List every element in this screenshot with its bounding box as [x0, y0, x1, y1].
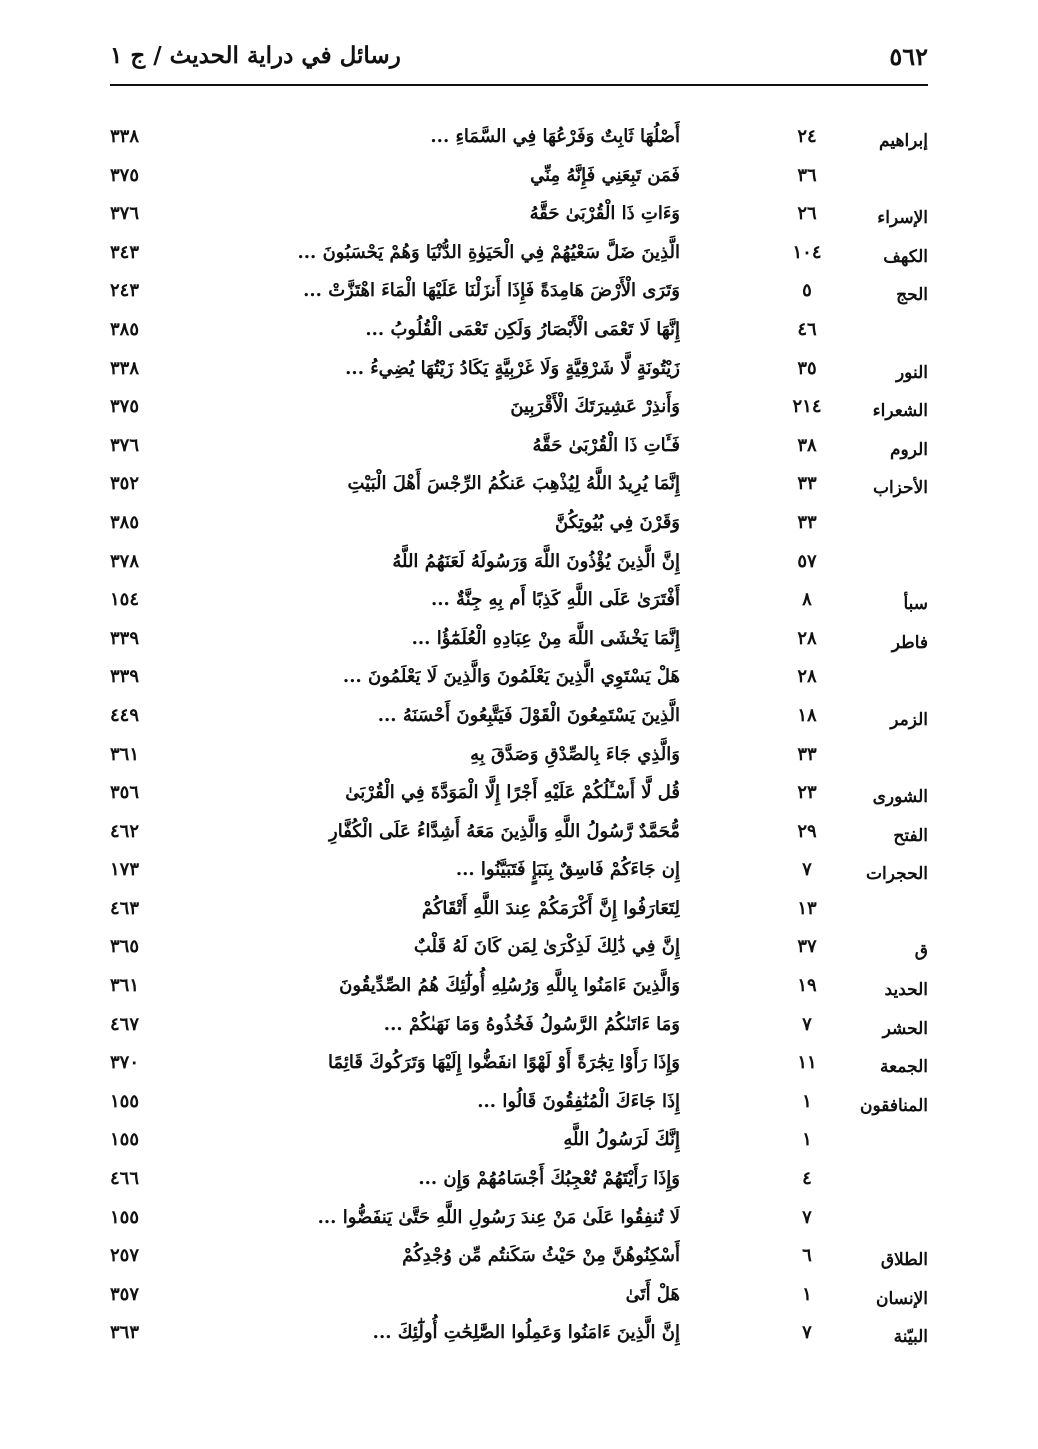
ayah-number: ١: [802, 1129, 812, 1151]
index-row: [110, 504, 928, 543]
surah-name: الروم: [889, 439, 928, 460]
verse-text: أَصْلُهَا ثَابِتٌ وَفَرْعُهَا فِي السَّمَاءِ ...: [430, 126, 680, 147]
page-reference: ٣٤٣: [110, 241, 140, 263]
page-reference: ٣٦١: [110, 743, 140, 765]
verse-text: هَلْ أَتَىٰ: [625, 1283, 680, 1305]
ayah-number: ٣٧: [797, 936, 817, 958]
verse-text: مُّحَمَّدٌ رَّسُولُ اللَّهِ وَالَّذِينَ مَعَهُ أَشِدَّاءُ عَلَى الْكُفَّارِ: [329, 820, 680, 842]
ayah-number: ٤٦: [797, 318, 817, 340]
surah-name: الحديد: [884, 980, 928, 1001]
index-row: [110, 465, 928, 504]
verse-text: وَءَاتِ ذَا الْقُرْبَىٰ حَقَّهُ: [529, 203, 680, 225]
page-reference: ٤٤٩: [110, 704, 140, 726]
verse-text: وَالَّذِي جَاءَ بِالصِّدْقِ وَصَدَّقَ بِهِ: [470, 743, 680, 765]
index-row: [110, 1006, 928, 1045]
surah-name: [828, 1164, 928, 1203]
verse-index-table: [110, 118, 928, 1353]
ayah-number: ٧: [802, 1206, 812, 1228]
page-reference: ٤٦٣: [110, 897, 140, 919]
surah-name: الطلاق: [880, 1250, 928, 1271]
surah-name: الحشر: [882, 1018, 928, 1039]
index-row: [110, 890, 928, 929]
verse-text: الَّذِينَ ضَلَّ سَعْيُهُمْ فِي الْحَيَوٰةِ الدُّنْيَا وَهُمْ يَحْسَبُونَ ...: [297, 241, 680, 263]
verse-text: لِتَعَارَفُوا إِنَّ أَكْرَمَكُمْ عِندَ اللَّهِ أَتْقَاكُمْ: [421, 897, 680, 919]
page-reference: ١٥٥: [110, 1206, 140, 1228]
verse-text: زَيْتُونَةٍ لَّا شَرْقِيَّةٍ وَلَا غَرْبِيَّةٍ يَكَادُ زَيْتُهَا يُضِيءُ ...: [345, 357, 680, 379]
page-reference: ٣٧٥: [110, 396, 140, 418]
surah-name: [828, 161, 928, 200]
index-row: [110, 1237, 928, 1276]
ayah-number: ٢٨: [797, 627, 817, 649]
page-reference: ١٧٣: [110, 859, 140, 881]
page-reference: ٣٧٠: [110, 1052, 140, 1074]
surah-name: الشعراء: [872, 401, 928, 422]
ayah-number: ٣٣: [797, 511, 817, 533]
verse-text: وَمَا ءَاتَىٰكُمُ الرَّسُولُ فَخُذُوهُ وَمَا نَهَىٰكُمْ ...: [383, 1013, 680, 1035]
surah-name: [828, 1203, 928, 1242]
index-row: [110, 272, 928, 311]
verse-text: إِنَّمَا يُرِيدُ اللَّهُ لِيُذْهِبَ عَنكُمُ الرِّجْسَ أَهْلَ الْبَيْتِ: [347, 473, 680, 495]
verse-text: وَتَرَى الْأَرْضَ هَامِدَةً فَإِذَا أَنزَلْنَا عَلَيْهَا الْمَاءَ اهْتَزَّتْ ...: [303, 280, 680, 302]
page-reference: ٤٦٧: [110, 1013, 140, 1035]
ayah-number: ٧: [802, 1322, 812, 1344]
verse-text: إِنَّ الَّذِينَ يُؤْذُونَ اللَّهَ وَرَسُولَهُ لَعَنَهُمُ اللَّهُ: [392, 550, 680, 572]
page-reference: ٣٧٦: [110, 203, 140, 225]
verse-text: إِن جَاءَكُمْ فَاسِقٌ بِنَبَإٍ فَتَبَيَّنُوا ...: [455, 859, 680, 881]
surah-name: النور: [895, 362, 928, 383]
index-row: [110, 1199, 928, 1238]
page-reference: ٢٥٧: [110, 1245, 140, 1267]
ayah-number: ٣٦: [797, 164, 817, 186]
page-reference: ٤٦٢: [110, 820, 140, 842]
index-row: [110, 1083, 928, 1122]
page-reference: ٣٣٩: [110, 666, 140, 688]
verse-text: وَأَنذِرْ عَشِيرَتَكَ الْأَقْرَبِينَ: [510, 396, 680, 418]
page-reference: ٣٦٥: [110, 936, 140, 958]
index-row: [110, 118, 928, 157]
verse-text: إِذَا جَاءَكَ الْمُنَٰفِقُونَ قَالُوا ...: [477, 1090, 680, 1112]
surah-name: [828, 662, 928, 701]
index-row: [110, 658, 928, 697]
surah-name: سبأ: [903, 594, 928, 615]
verse-text: قُل لَّا أَسْـَٔلُكُمْ عَلَيْهِ أَجْرًا إِلَّا الْمَوَدَّةَ فِي الْقُرْبَىٰ: [345, 782, 680, 804]
index-row: [110, 1044, 928, 1083]
page-reference: ٣٨٥: [110, 318, 140, 340]
verse-text: فَـَٔاتِ ذَا الْقُرْبَىٰ حَقَّهُ: [532, 434, 680, 456]
surah-name: [828, 894, 928, 933]
index-row: [110, 967, 928, 1006]
index-row: [110, 195, 928, 234]
ayah-number: ٧: [802, 859, 812, 881]
page-reference: ٣٧٦: [110, 434, 140, 456]
ayah-number: ٤: [802, 1168, 812, 1190]
page-reference: ٣٥٢: [110, 473, 140, 495]
index-row: [110, 543, 928, 582]
ayah-number: ٥: [802, 280, 812, 302]
header-divider: [110, 84, 928, 86]
ayah-number: ٥٧: [797, 550, 817, 572]
index-row: [110, 581, 928, 620]
index-row: [110, 697, 928, 736]
surah-name: [828, 740, 928, 779]
index-row: [110, 813, 928, 852]
page-reference: ٣٣٨: [110, 126, 140, 147]
surah-name: [828, 547, 928, 586]
ayah-number: ٧: [802, 1013, 812, 1035]
surah-name: [828, 508, 928, 547]
surah-name: [828, 1125, 928, 1164]
surah-name: إبراهيم: [879, 131, 928, 151]
ayah-number: ٣٨: [797, 434, 817, 456]
index-row: [110, 1160, 928, 1199]
page-reference: ٣٨٥: [110, 511, 140, 533]
index-row: [110, 427, 928, 466]
verse-text: إِنَّ فِي ذَٰلِكَ لَذِكْرَىٰ لِمَن كَانَ لَهُ قَلْبٌ: [413, 936, 680, 958]
page-reference: ٣٦١: [110, 975, 140, 997]
ayah-number: ٢٤: [797, 126, 817, 147]
verse-text: أَسْكِنُوهُنَّ مِنْ حَيْثُ سَكَنتُم مِّن وُجْدِكُمْ: [402, 1245, 680, 1267]
page-reference: ٣٥٦: [110, 782, 140, 804]
surah-name: المنافقون: [859, 1095, 928, 1116]
surah-name: فاطر: [891, 632, 928, 653]
page-reference: ٣٥٧: [110, 1283, 140, 1305]
verse-text: الَّذِينَ يَسْتَمِعُونَ الْقَوْلَ فَيَتَّبِعُونَ أَحْسَنَهُ ...: [377, 704, 680, 726]
book-title: رسائل في دراية الحديث / ج ١: [110, 42, 401, 69]
ayah-number: ١٨: [797, 704, 817, 726]
index-row: [110, 1121, 928, 1160]
page-reference: ٤٦٦: [110, 1168, 140, 1190]
page-number: ٥٦٢: [889, 42, 928, 71]
surah-name: [828, 315, 928, 354]
ayah-number: ٢٩: [797, 820, 817, 842]
ayah-number: ٣٣: [797, 743, 817, 765]
surah-name: الشورى: [872, 787, 928, 808]
verse-text: أَفْتَرَىٰ عَلَى اللَّهِ كَذِبًا أَم بِهِ جِنَّةٌ ...: [430, 589, 680, 611]
ayah-number: ٢٦: [797, 203, 817, 225]
verse-text: إِنَّهَا لَا تَعْمَى الْأَبْصَارُ وَلَكِن تَعْمَى الْقُلُوبُ ...: [365, 318, 680, 340]
index-row: [110, 388, 928, 427]
verse-text: لَا تُنفِقُوا عَلَىٰ مَنْ عِندَ رَسُولِ اللَّهِ حَتَّىٰ يَنفَضُّوا ...: [317, 1206, 680, 1228]
ayah-number: ١٠٤: [792, 241, 822, 263]
page-reference: ٢٤٣: [110, 280, 140, 302]
page-reference: ٣٦٣: [110, 1322, 140, 1344]
page-reference: ٣٣٩: [110, 627, 140, 649]
verse-text: إِنَّ الَّذِينَ ءَامَنُوا وَعَمِلُوا الصَّٰلِحَٰتِ أُولَٰٓئِكَ ...: [372, 1322, 680, 1344]
surah-name: ق: [914, 941, 928, 962]
ayah-number: ٢٨: [797, 666, 817, 688]
surah-name: الإنسان: [876, 1288, 928, 1309]
index-row: [110, 311, 928, 350]
page-reference: ٣٧٨: [110, 550, 140, 572]
index-row: [110, 1276, 928, 1315]
ayah-number: ٨: [802, 589, 812, 611]
verse-text: وَقَرْنَ فِي بُيُوتِكُنَّ: [555, 511, 680, 533]
running-header: [110, 38, 928, 78]
ayah-number: ١٩: [797, 975, 817, 997]
page-reference: ٣٧٥: [110, 164, 140, 186]
index-row: [110, 774, 928, 813]
ayah-number: ١: [802, 1090, 812, 1112]
ayah-number: ٢١٤: [792, 396, 822, 418]
verse-text: هَلْ يَسْتَوِي الَّذِينَ يَعْلَمُونَ وَالَّذِينَ لَا يَعْلَمُونَ ...: [342, 666, 680, 688]
index-row: [110, 1314, 928, 1353]
index-row: [110, 736, 928, 775]
page-reference: ٣٣٨: [110, 357, 140, 379]
verse-text: وَإِذَا رَأَيْتَهُمْ تُعْجِبُكَ أَجْسَامُهُمْ وَإِن ...: [418, 1168, 680, 1190]
index-row: [110, 620, 928, 659]
ayah-number: ١٣: [797, 897, 817, 919]
ayah-number: ٦: [802, 1245, 812, 1267]
ayah-number: ٢٣: [797, 782, 817, 804]
index-row: [110, 350, 928, 389]
surah-name: الزمر: [890, 709, 928, 730]
surah-name: الفتح: [893, 825, 928, 846]
verse-text: وَإِذَا رَأَوْا تِجَٰرَةً أَوْ لَهْوًا انفَضُّوا إِلَيْهَا وَتَرَكُوكَ قَائِمًا: [327, 1052, 680, 1074]
page-reference: ١٥٥: [110, 1129, 140, 1151]
verse-text: إِنَّمَا يَخْشَى اللَّهَ مِنْ عِبَادِهِ الْعُلَمَٰٓؤُا ...: [411, 627, 680, 649]
ayah-number: ٣٣: [797, 473, 817, 495]
surah-name: الكهف: [883, 246, 928, 267]
index-row: [110, 157, 928, 196]
surah-name: الإسراء: [877, 208, 928, 229]
index-row: [110, 928, 928, 967]
index-row: [110, 851, 928, 890]
surah-name: الجمعة: [879, 1057, 928, 1078]
verse-text: فَمَن تَبِعَنِي فَإِنَّهُ مِنِّي: [530, 164, 680, 186]
index-row: [110, 234, 928, 273]
page-reference: ١٥٥: [110, 1090, 140, 1112]
surah-name: البيّنة: [893, 1327, 928, 1348]
verse-text: وَالَّذِينَ ءَامَنُوا بِاللَّهِ وَرُسُلِهِ أُولَٰٓئِكَ هُمُ الصِّدِّيقُونَ: [339, 975, 680, 997]
ayah-number: ٣٥: [797, 357, 817, 379]
page-reference: ١٥٤: [110, 589, 140, 611]
surah-name: الحجرات: [866, 864, 928, 885]
surah-name: الأحزاب: [872, 478, 928, 499]
ayah-number: ١١: [797, 1052, 817, 1074]
ayah-number: ١: [802, 1283, 812, 1305]
verse-text: إِنَّكَ لَرَسُولُ اللَّهِ: [563, 1129, 680, 1151]
surah-name: الحج: [896, 285, 928, 306]
